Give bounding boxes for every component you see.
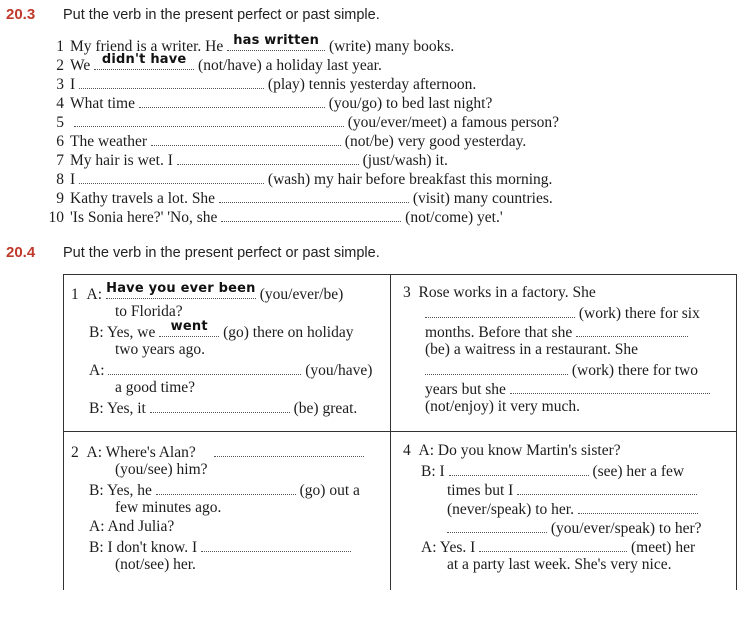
box4-line-6: A: Yes. I (meet) her (421, 539, 696, 556)
exercise-item-3: 3 I (play) tennis yesterday afternoon. (56, 76, 477, 93)
box1-line-6: a good time? (115, 379, 196, 396)
box3-line-5: (work) there for two (425, 360, 698, 380)
box2-line-2: (you/see) him? (115, 461, 208, 478)
exercise-item-8: 8 I (wash) my hair before breakfast this morning. (56, 171, 553, 188)
section-number-20-3: 20.3 (6, 6, 36, 23)
answer-blank-1[interactable] (227, 33, 325, 51)
box4-line-4: (never/speak) to her. (447, 499, 698, 519)
grid-border-right (736, 274, 737, 590)
box4-line-5: (you/ever/speak) to her? (447, 518, 702, 538)
box3-line-4: (be) a waitress in a restaurant. She (425, 341, 639, 358)
box4-line-7: at a party last week. She's very nice. (447, 556, 672, 573)
box3-answer-blank-1[interactable] (425, 303, 575, 318)
box1-handwritten-answer-2: went (170, 319, 208, 334)
exercise-item-5: 5 (you/ever/meet) a famous person? (56, 114, 560, 131)
grid-border-top (63, 274, 737, 275)
box1-line-5: A: (you/have) (89, 362, 373, 379)
box1-line-1: 1 A: Have you ever been (you/ever/be) (71, 281, 344, 303)
grid-divider-horizontal (63, 431, 737, 432)
box4-line-1: 4 A: Do you know Martin's sister? (403, 442, 621, 459)
answer-blank-3[interactable] (79, 74, 264, 89)
box2-line-4: few minutes ago. (115, 499, 222, 516)
answer-blank-8[interactable] (79, 169, 264, 184)
box2-line-6: B: I don't know. I (89, 537, 351, 557)
box1-answer-blank-3[interactable] (108, 360, 301, 375)
box4-answer-blank-5[interactable] (479, 537, 627, 552)
box4-line-2: B: I (see) her a few (421, 463, 685, 480)
box2-line-3: B: Yes, he (go) out a (89, 482, 360, 499)
box1-answer-blank-2[interactable] (159, 319, 219, 337)
section-title-20-4: Put the verb in the present perfect or past simple. (63, 245, 380, 261)
answer-blank-6[interactable] (151, 131, 341, 146)
box1-line-3: B: Yes, we went (go) there on holiday (89, 319, 354, 341)
box4-answer-blank-2[interactable] (517, 480, 697, 495)
box3-line-1: 3 Rose works in a factory. She (403, 284, 596, 301)
box3-line-6: years but she (425, 379, 710, 399)
grid-divider-vertical (390, 274, 391, 590)
handwritten-answer-2: didn't have (101, 52, 187, 67)
exercise-item-7: 7 My hair is wet. I (just/wash) it. (56, 152, 448, 169)
exercise-item-9: 9 Kathy travels a lot. She (visit) many countries. (56, 190, 553, 207)
box3-answer-blank-3[interactable] (425, 360, 568, 375)
grid-border-left (63, 274, 64, 590)
exercise-item-6: 6 The weather (not/be) very good yesterday. (56, 133, 527, 150)
answer-blank-7[interactable] (177, 150, 359, 165)
box1-line-2: to Florida? (115, 303, 183, 320)
box2-answer-blank-2[interactable] (156, 480, 296, 495)
exercise-item-10: 10 'Is Sonia here?' 'No, she (not/come) yet.' (48, 209, 503, 226)
box3-answer-blank-4[interactable] (510, 379, 710, 394)
box2-line-5: A: And Julia? (89, 518, 175, 535)
box2-answer-blank-3[interactable] (201, 537, 351, 552)
box4-answer-blank-4[interactable] (447, 518, 547, 533)
box3-line-3: months. Before that she (425, 322, 688, 342)
box4-line-3: times but I (447, 480, 697, 500)
box1-line-7: B: Yes, it (be) great. (89, 400, 358, 417)
box1-line-4: two years ago. (115, 341, 205, 358)
exercise-20-4-grid (63, 274, 737, 590)
box4-answer-blank-3[interactable] (578, 499, 698, 514)
section-title-20-3: Put the verb in the present perfect or past simple. (63, 7, 380, 23)
exercise-item-4: 4 What time (you/go) to bed last night? (56, 95, 493, 112)
exercise-item-1: 1 My friend is a writer. He has written (write) many books. (56, 33, 455, 55)
box3-answer-blank-2[interactable] (576, 322, 688, 337)
answer-blank-2[interactable] (94, 52, 194, 70)
box2-answer-blank-1[interactable] (214, 442, 364, 457)
handwritten-answer-1: has written (233, 33, 320, 48)
section-number-20-4: 20.4 (6, 244, 36, 261)
box3-line-2: (work) there for six (425, 303, 700, 323)
box1-answer-blank-4[interactable] (150, 398, 290, 413)
box1-handwritten-answer-1: Have you ever been (106, 281, 256, 296)
answer-blank-10[interactable] (221, 207, 401, 222)
answer-blank-9[interactable] (219, 188, 409, 203)
answer-blank-4[interactable] (139, 93, 325, 108)
box1-answer-blank-1[interactable] (106, 281, 256, 299)
box4-answer-blank-1[interactable] (449, 461, 589, 476)
exercise-item-2: 2 We didn't have (not/have) a holiday last year. (56, 52, 382, 74)
box2-line-1: 2 A: Where's Alan? (71, 442, 364, 462)
box3-line-7: (not/enjoy) it very much. (425, 398, 580, 415)
answer-blank-5[interactable] (74, 112, 344, 127)
box2-line-7: (not/see) her. (115, 556, 196, 573)
